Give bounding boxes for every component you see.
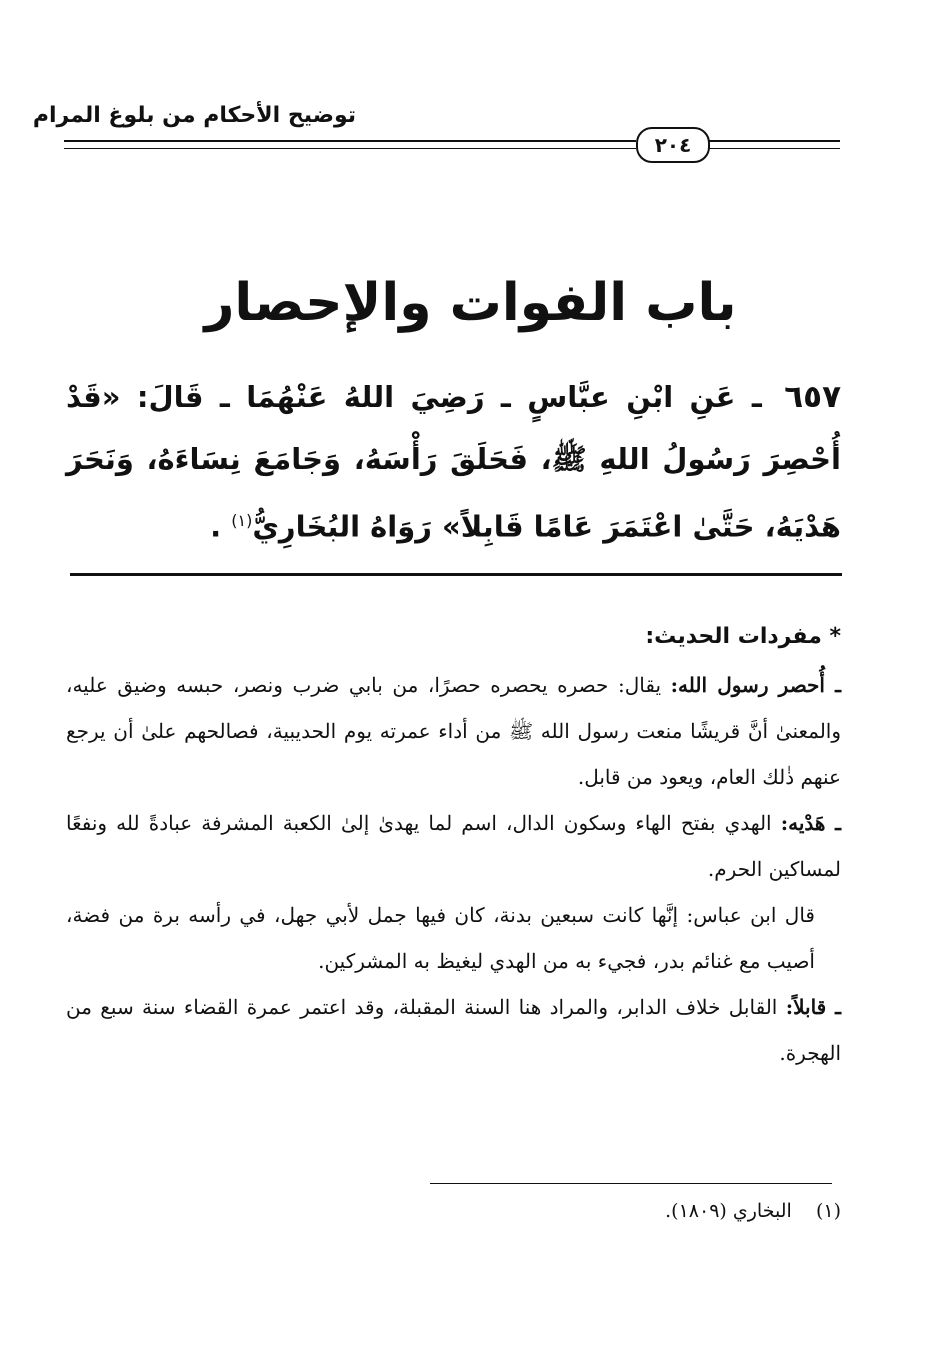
footnote-text: البخاري (١٨٠٩). <box>665 1200 792 1222</box>
vocab-term: ـ هَدْيه: <box>780 811 842 835</box>
footnote <box>441 1196 841 1226</box>
running-title: توضيح الأحكام من بلوغ المرام <box>32 103 356 128</box>
hadith-end: . <box>210 509 222 544</box>
vocab-entry <box>66 800 841 892</box>
vocabulary-heading: * مفردات الحديث: <box>645 624 841 649</box>
footnote-reference: (١) <box>231 511 253 530</box>
header-rule-left <box>64 140 636 149</box>
vocab-entry <box>66 662 841 800</box>
footnote-rule <box>430 1183 832 1184</box>
hadith-dash: ـ <box>751 380 762 414</box>
header-rule-right <box>706 140 840 149</box>
hadith-block <box>66 366 841 558</box>
hadith-text: عَنِ ابْنِ عبَّاسٍ ـ رَضِيَ اللهُ عَنْهُمَا ـ قَالَ: «قَدْ أُحْصِرَ رَسُولُ اللهِ ﷺ، فَحَلَقَ رَأْسَهُ، وَجَامَعَ نِسَاءَهُ، وَنَحَرَ هَدْيَهُ، حَتَّىٰ اعْتَمَرَ عَامًا قَابِلاً» رَوَاهُ البُخَارِيُّ <box>66 380 841 544</box>
vocab-term: ـ قابلاً: <box>785 995 842 1019</box>
vocab-entry <box>66 984 841 1076</box>
vocab-definition: يقال: حصره يحصره حصرًا، من بابي ضرب ونصر، حبسه وضيق عليه، والمعنىٰ أنَّ قريشًا منعت رسول الله ﷺ من أداء عمرته يوم الحديبية، فصالحهم علىٰ أن يرجع عنهم ذٰلك العام، ويعود من قابل. <box>66 673 841 789</box>
vocab-definition: الهدي بفتح الهاء وسكون الدال، اسم لما يهدىٰ إلىٰ الكعبة المشرفة عبادةً لله ونفعًا لمساكين الحرم. <box>66 811 841 881</box>
page-number: ٢٠٤ <box>636 127 710 163</box>
chapter-title: باب الفوات والإحصار <box>204 273 737 333</box>
vocab-entry <box>66 892 841 984</box>
hadith-number: ٦٥٧ <box>784 379 841 415</box>
footnote-marker: (١) <box>815 1200 841 1222</box>
vocab-definition: قال ابن عباس: إنَّها كانت سبعين بدنة، كان فيها جمل لأبي جهل، في رأسه برة من فضة، أصيب مع غنائم بدر، فجيء به من الهدي ليغيظ به المشركين. <box>66 903 815 973</box>
vocabulary-list <box>66 662 841 1076</box>
vocab-definition: القابل خلاف الدابر، والمراد هنا السنة المقبلة، وقد اعتمر عمرة القضاء سنة سبع من الهجرة. <box>66 995 841 1065</box>
section-divider <box>70 573 842 576</box>
vocab-term: ـ أُحصر رسول الله: <box>670 673 842 697</box>
